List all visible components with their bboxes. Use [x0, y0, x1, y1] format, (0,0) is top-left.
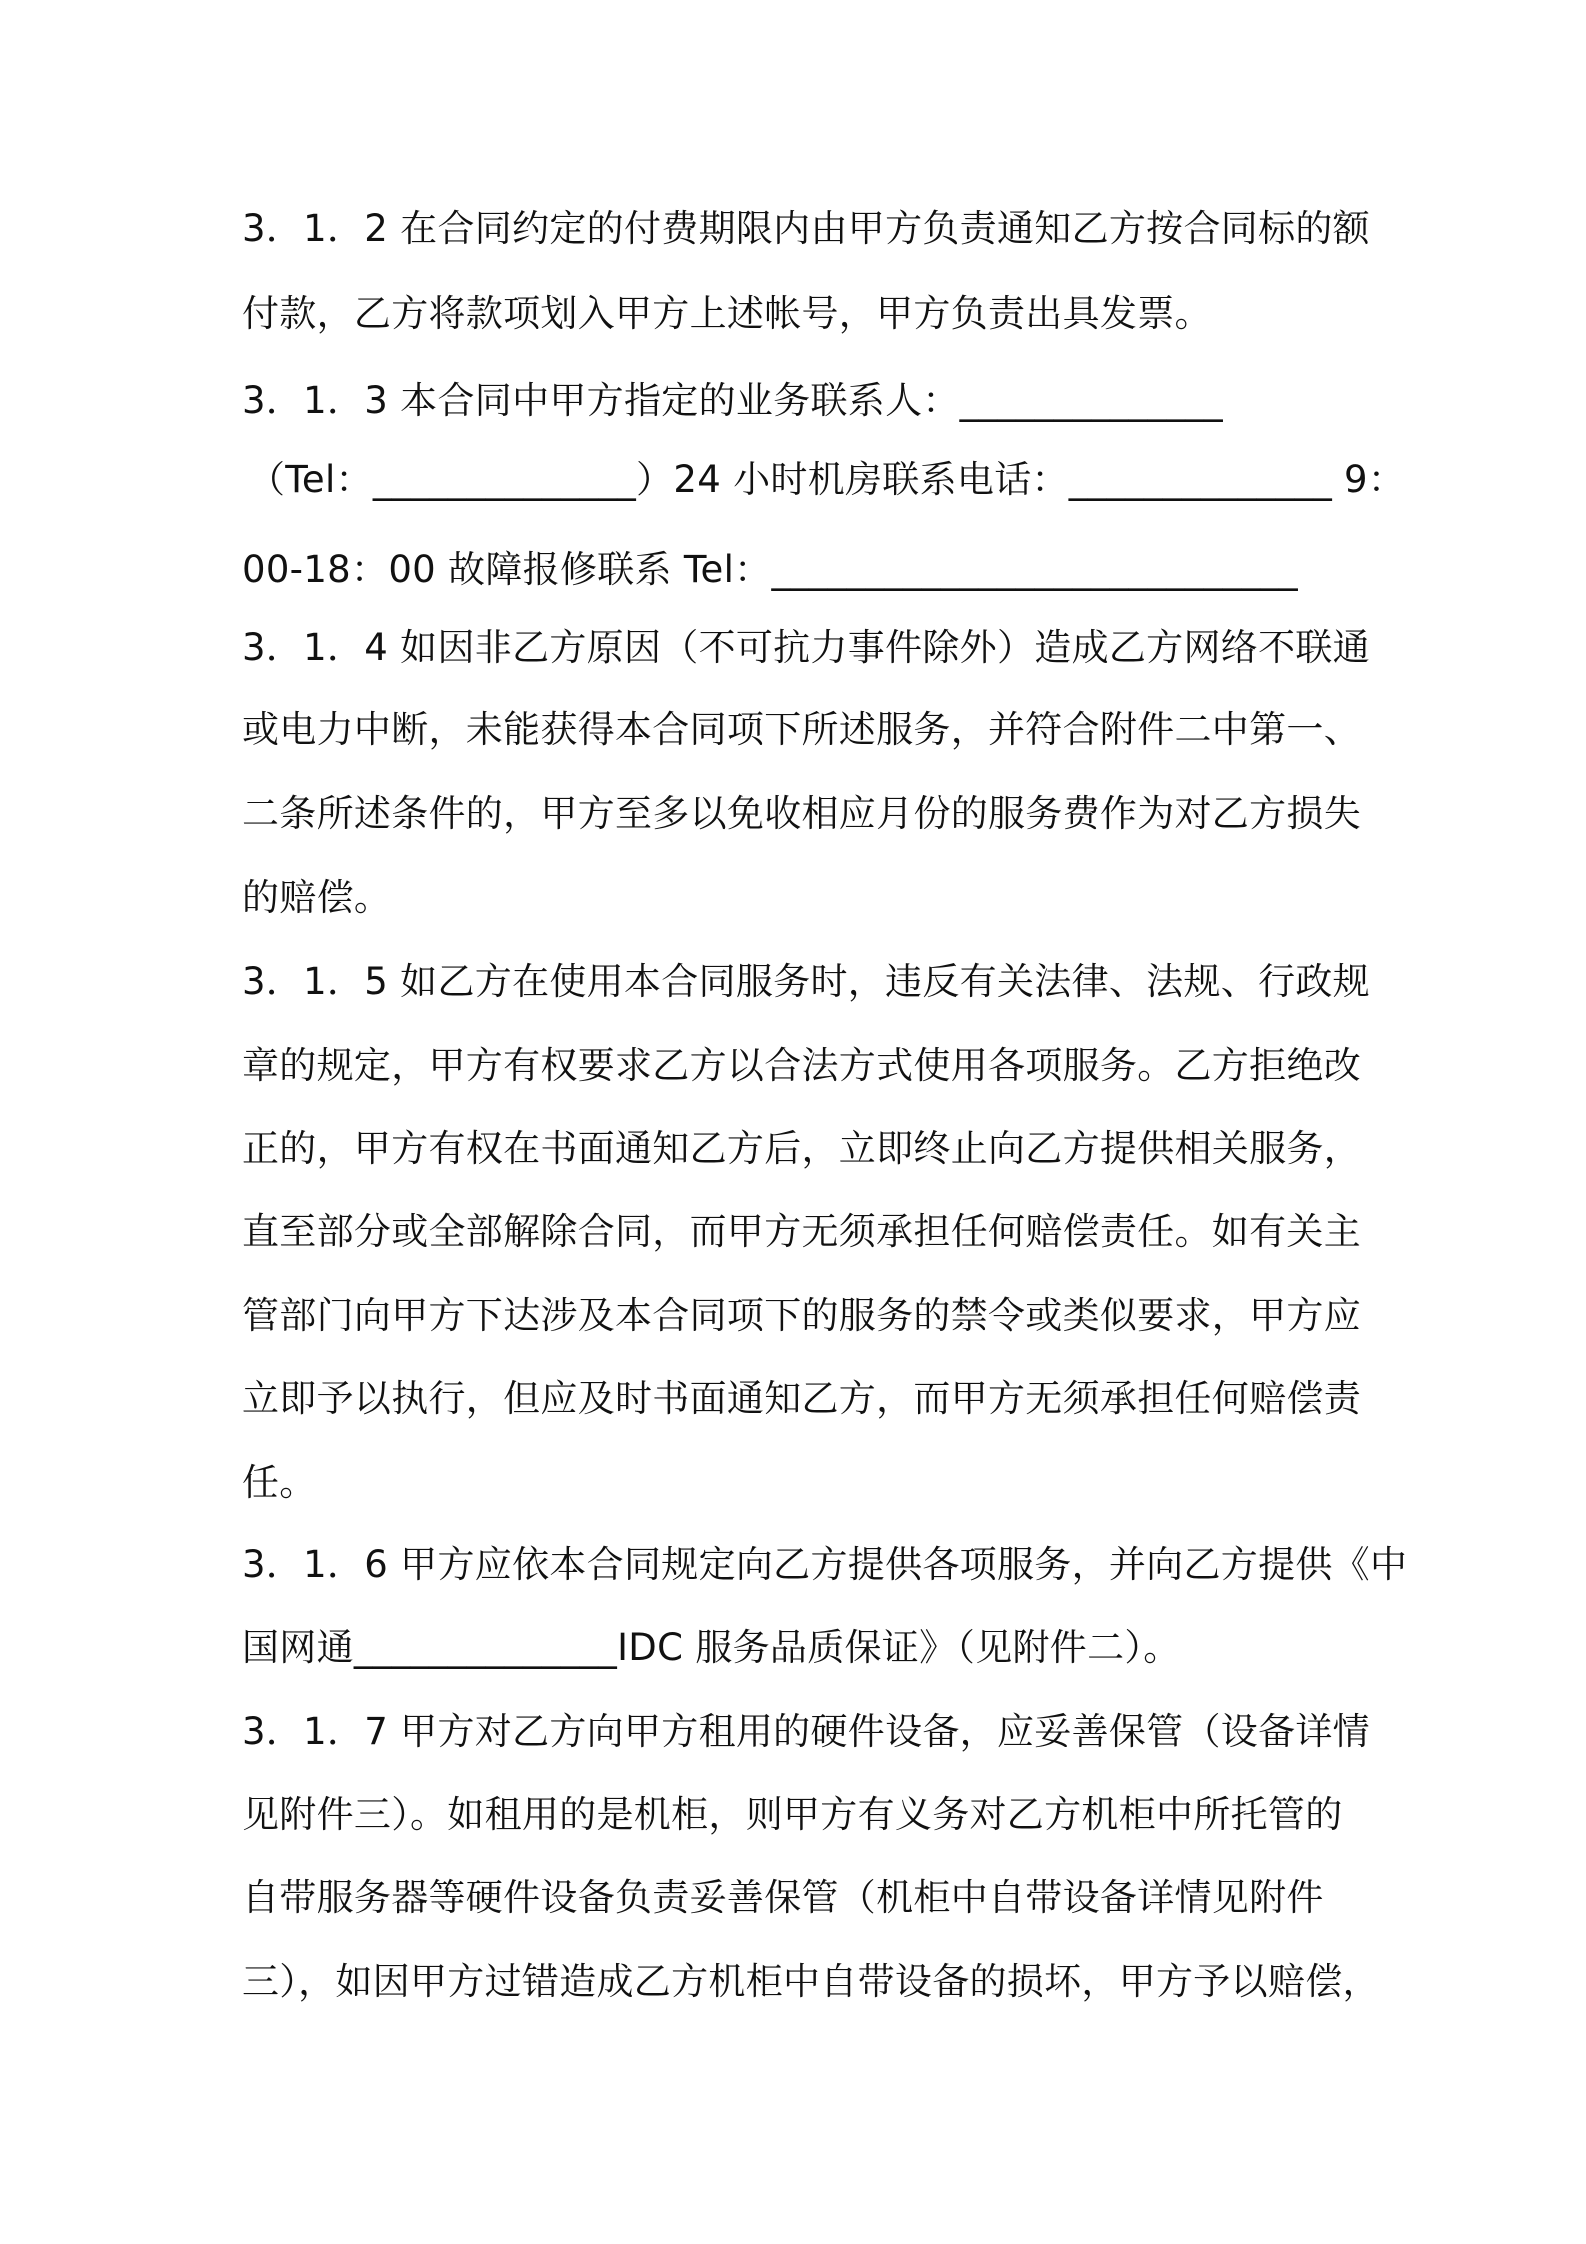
text-line-4: （Tel：______________）24 小时机房联系电话：______________ 9： — [248, 458, 1406, 501]
text-line-20: 见附件三）。如租用的是机柜，则甲方有义务对乙方机柜中所托管的 — [242, 1793, 1343, 1836]
text-line-21: 自带服务器等硬件设备负责妥善保管（机柜中自带设备详情见附件 — [242, 1876, 1324, 1919]
text-line-19: 3．1．7 甲方对乙方向甲方租用的硬件设备，应妥善保管（设备详情 — [242, 1710, 1370, 1753]
text-line-10: 3．1．5 如乙方在使用本合同服务时，违反有关法律、法规、行政规 — [242, 960, 1370, 1003]
text-line-9: 的赔偿。 — [242, 876, 392, 919]
text-line-8: 二条所述条件的，甲方至多以免收相应月份的服务费作为对乙方损失 — [242, 792, 1361, 835]
text-line-13: 直至部分或全部解除合同，而甲方无须承担任何赔偿责任。如有关主 — [242, 1210, 1361, 1253]
text-line-14: 管部门向甲方下达涉及本合同项下的服务的禁令或类似要求，甲方应 — [242, 1294, 1361, 1337]
text-line-22: 三），如因甲方过错造成乙方机柜中自带设备的损坏，甲方予以赔偿， — [242, 1960, 1380, 2003]
text-line-18: 国网通______________IDC 服务品质保证》（见附件二）。 — [242, 1626, 1181, 1669]
text-line-12: 正的，甲方有权在书面通知乙方后，立即终止向乙方提供相关服务， — [242, 1127, 1361, 1170]
text-line-1: 3．1．2 在合同约定的付费期限内由甲方负责通知乙方按合同标的额 — [242, 207, 1370, 250]
text-line-11: 章的规定，甲方有权要求乙方以合法方式使用各项服务。乙方拒绝改 — [242, 1044, 1361, 1087]
text-line-17: 3．1．6 甲方应依本合同规定向乙方提供各项服务，并向乙方提供《中 — [242, 1543, 1408, 1586]
text-line-5: 00-18：00 故障报修联系 Tel：____________________________ — [242, 548, 1298, 591]
text-line-2: 付款，乙方将款项划入甲方上述帐号，甲方负责出具发票。 — [242, 292, 1212, 335]
text-line-3: 3．1．3 本合同中甲方指定的业务联系人：______________ — [242, 379, 1223, 422]
text-line-6: 3．1．4 如因非乙方原因（不可抗力事件除外）造成乙方网络不联通 — [242, 626, 1370, 669]
text-line-16: 任。 — [242, 1461, 317, 1504]
text-line-7: 或电力中断，未能获得本合同项下所述服务，并符合附件二中第一、 — [242, 708, 1361, 751]
text-line-15: 立即予以执行，但应及时书面通知乙方，而甲方无须承担任何赔偿责 — [242, 1377, 1361, 1420]
